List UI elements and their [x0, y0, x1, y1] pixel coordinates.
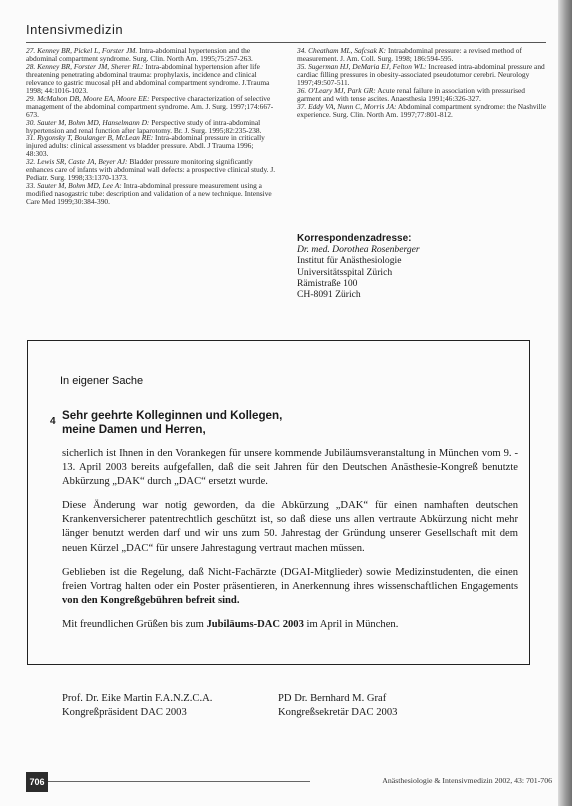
address-line: Universitätsspital Zürich — [297, 266, 393, 278]
reference-authors: 28. Kenney BR, Forster JM, Sherer RL: — [26, 61, 144, 71]
address-line: Rämistraße 100 — [297, 277, 358, 289]
reference-entry — [26, 158, 276, 182]
reference-authors: 37. Eddy VA, Nunn C, Morris JA: — [297, 101, 397, 111]
reference-authors: 27. Kenney BR, Pickel L, Forster JM. — [26, 46, 138, 55]
reference-text: Intra-abdominal hypertension and the abdominal compartment syndrome. Surg. Clin. North Am. 1995;75:257-263. — [26, 46, 253, 63]
signature-right — [278, 692, 397, 720]
signatory-role: Kongreßsekretär DAC 2003 — [278, 707, 398, 718]
reference-entry — [297, 63, 547, 87]
reference-entry — [297, 87, 547, 103]
notice-paragraph: sicherlich ist Ihnen in den Vorankegen für unsere kommende Jubiläumsveranstaltung in München vom 9. - 13. April 2003 bereits aufgefallen, daß die seit Jahren für den Deutschen Anästhesie-Kongreß benutzte Abkürzung „DAK“ durch „DAC“ ersetzt wurde. — [62, 448, 518, 488]
paragraph-emphasis: von den Kongreßgebühren befreit sind. — [62, 594, 240, 606]
reference-authors: 32. Lewis SR, Caste JA, Beyer AJ: — [26, 157, 128, 167]
reference-entry — [26, 63, 276, 95]
notice-paragraph — [62, 618, 518, 632]
references-right-column — [297, 47, 547, 119]
reference-authors: 30. Sauter M, Bohm MD, Hanselmann D: — [26, 117, 150, 127]
reference-entry — [26, 119, 276, 135]
notice-heading: In eigener Sache — [60, 375, 144, 387]
journal-citation: Anästhesiologie & Intensivmedizin 2002, 43: 701-706 — [382, 776, 552, 785]
reference-text: Intraabdominal pressure: a revised method of measurement. J. Am. Coll. Surg. 1998; 186:594-595. — [297, 46, 522, 63]
reference-text: Intra-abdominal pressure in critically injured adults: clinical assessment vs bladder pressure. Abdl. J Trauma 1996; 48:303. — [26, 133, 265, 159]
reference-entry — [26, 47, 276, 63]
notice-body — [62, 447, 518, 642]
correspondence-heading: Korrespondenzadresse: — [297, 233, 412, 244]
address-line: CH-8091 Zürich — [297, 289, 361, 301]
signatory-role: Kongreßpräsident DAC 2003 — [62, 707, 187, 718]
page-edge-shadow — [558, 0, 572, 806]
salutation-line: Sehr geehrte Kolleginnen und Kollegen, — [62, 409, 283, 422]
reference-text: Abdominal compartment syndrome: the Nashville experience. Surg. Clin. North Am. 1997;77:801-812. — [297, 101, 547, 119]
reference-text: Acute renal failure in association with pressurised garment and with tense ascites. Anaesthesia 1991;46:326-327. — [297, 85, 525, 103]
signature-left — [62, 692, 212, 720]
paragraph-text: im April in München. — [306, 618, 399, 630]
salutation-line: meine Damen und Herren, — [62, 423, 206, 436]
notice-paragraph: Diese Änderung war notig geworden, da die Abkürzung „DAK“ für einen namhaften deutschen Krankenversicherer patentrechtlich geschützt ist, so daß diese uns allen vertraute Abkürzung nicht mehr länger benutzt werden darf und wir uns zum 50. Jahrestag der Gründung unserer Gesellschaft mit dem neuen Kürzel „DAC“ für unsere Jahrestagung vertraut machen müssen. — [62, 500, 518, 554]
reference-entry — [297, 47, 547, 63]
signatory-name: Prof. Dr. Eike Martin F.A.N.Z.C.A. — [62, 693, 213, 704]
margin-marker: 4 — [50, 416, 56, 427]
reference-text: Intra-abdominal hypertension after life threatening penetrating abdominal trauma: prophylaxis, incidence and clinical relevance to gastric mucosal pH and abdominal compartment syndrome. J.Trauma 1998; 44:1016-1023. — [26, 61, 270, 95]
reference-entry — [297, 103, 547, 119]
reference-text: Perspective characterization of selective management of the abdominal compartment syndrome. Am. J. Surg. 1997;174:667-673. — [26, 93, 274, 119]
section-header: Intensivmedizin — [26, 22, 124, 37]
page-number: 706 — [26, 772, 48, 792]
reference-entry — [26, 182, 276, 206]
salutation — [62, 409, 502, 437]
correspondence-address — [297, 233, 537, 300]
reference-authors: 29. McMahon DB, Moore EA, Moore EE: — [26, 93, 150, 103]
reference-text: Increased intra-abdominal pressure and cardiac filling pressures in obesity-associated pseudotumor cerebri. Neurology 1997;49:507-511. — [297, 61, 545, 87]
paragraph-emphasis: Jubiläums-DAC 2003 — [206, 618, 304, 630]
reference-authors: 35. Sugerman HJ, DeMaria EJ, Felton WL: — [297, 61, 427, 71]
paragraph-text: Geblieben ist die Regelung, daß Nicht-Fachärzte (DGAI-Mitglieder) sowie Medizinstudenten, die einen freien Vortrag halten oder ein Poster präsentieren, in Anerkennung ihres wissenschaftlichen Engagements — [62, 566, 518, 592]
paragraph-text: Mit freundlichen Grüßen bis zum — [62, 618, 204, 630]
reference-entry — [26, 134, 276, 158]
reference-text: Bladder pressure monitoring significantly enhances care of infants with abdominal wall defects: a prospective clinical study. J. Pediatr. Surg. 1998;33:1370-1373. — [26, 157, 276, 183]
reference-entry — [26, 95, 276, 119]
header-rule — [26, 42, 546, 43]
footer-rule — [48, 781, 310, 782]
reference-authors: 34. Cheatham ML, Safcsak K: — [297, 46, 387, 55]
reference-authors: 31. Rygonsky T, Boulanger B, McLean RE: — [26, 133, 154, 143]
notice-paragraph — [62, 566, 518, 608]
correspondence-name: Dr. med. Dorothea Rosenberger — [297, 244, 420, 256]
address-line: Institut für Anästhesiologie — [297, 255, 402, 267]
reference-authors: 36. O'Leary MJ, Park GR: — [297, 85, 376, 95]
reference-text: Intra-abdominal pressure measurement using a modified nasogastric tube: description and validation of a new technique. Intensive Care Med 1999;30:384-390. — [26, 181, 272, 207]
reference-text: Perspective study of intra-abdominal hypertension and renal function after laparotomy. Br. J. Surg. 1995;82:235-238. — [26, 117, 262, 135]
reference-authors: 33. Sauter M, Bohm MD, Lee A: — [26, 181, 122, 191]
signatory-name: PD Dr. Bernhard M. Graf — [278, 693, 387, 704]
references-left-column — [26, 47, 276, 206]
